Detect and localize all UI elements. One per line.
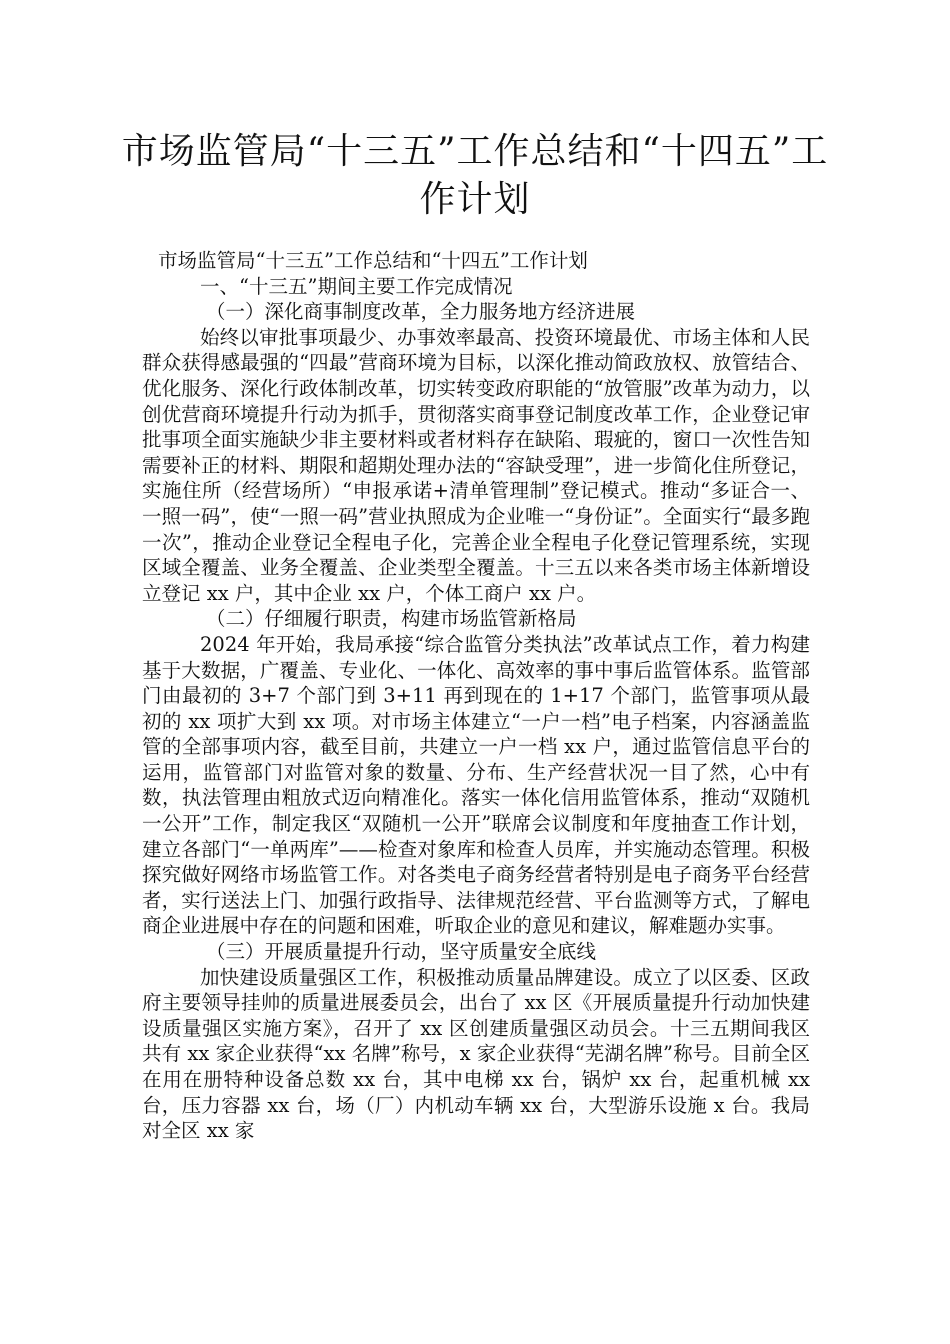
document-content xyxy=(142,248,810,1144)
subsection-heading-3: （三）开展质量提升行动，坚守质量安全底线 xyxy=(206,940,597,964)
subsection-heading-2: （二）仔细履行职责，构建市场监管新格局 xyxy=(206,607,577,631)
document-title: 市场监管局“十三五”工作总结和“十四五”工作计划 xyxy=(121,131,829,220)
subsection-heading-1: （一）深化商事制度改革，全力服务地方经济进展 xyxy=(206,300,636,324)
paragraph-1: 始终以审批事项最少、办事效率最高、投资环境最优、市场主体和人民群众获得感最强的“四最”营商环境为目标，以深化推动简政放权、放管结合、优化服务、深化行政体制改革，切实转变政府职能的“放管服”改革为动力，以创优营商环境提升行动为抓手，贯彻落实商事登记制度改革工作，企业登记审批事项全面实施缺少非主要材料或者材料存在缺陷、瑕疵的，窗口一次性告知需要补正的材料、期限和超期处理办法的“容缺受理”，进一步简化住所登记，实施住所（经营场所）“申报承诺+清单管理制”登记模式。推动“多证合一、一照一码”，使“一照一码”营业执照成为企业唯一“身份证”。全面实行“最多跑一次”，推动企业登记全程电子化，完善企业全程电子化登记管理系统，实现区域全覆盖、业务全覆盖、企业类型全覆盖。十三五以来各类市场主体新增设立登记 xx 户，其中企业 xx 户，个体工商户 xx 户。 xyxy=(142,325,810,605)
section-heading: 一、“十三五”期间主要工作完成情况 xyxy=(200,274,513,298)
paragraph-2: 2024 年开始，我局承接“综合监管分类执法”改革试点工作，着力构建基于大数据，广覆盖、专业化、一体化、高效率的事中事后监管体系。监管部门由最初的 3+7 个部门到 3+11 再到现在的 1+17 个部门，监管事项从最初的 xx 项扩大到 xx 项。对市场主体建立“一户一档”电子档案，内容涵盖监管的全部事项内容，截至目前，共建立一户一档 xx 户，通过监管信息平台的运用，监管部门对监管对象的数量、分布、生产经营状况一目了然，心中有数，执法管理由粗放式迈向精准化。落实一体化信用监管体系，推动“双随机一公开”工作，制定我区“双随机一公开”联席会议制度和年度抽查工作计划，建立各部门“一单两库”——检查对象库和检查人员库，并实施动态管理。积极探究做好网络市场监管工作。对各类电子商务经营者特别是电子商务平台经营者，实行送法上门、加强行政指导、法律规范经营、平台监测等方式，了解电商企业进展中存在的问题和困难，听取企业的意见和建议，解难题办实事。 xyxy=(142,632,810,938)
document-subtitle: 市场监管局“十三五”工作总结和“十四五”工作计划 xyxy=(158,249,588,272)
paragraph-3: 加快建设质量强区工作，积极推动质量品牌建设。成立了以区委、区政府主要领导挂帅的质量进展委员会，出台了 xx 区《开展质量提升行动加快建设质量强区实施方案》，召开了 xx 区创建质量强区动员会。十三五期间我区共有 xx 家企业获得“xx 名牌”称号，x 家企业获得“芜湖名牌”称号。目前全区在用在册特种设备总数 xx 台，其中电梯 xx 台，锅炉 xx 台，起重机械 xx 台，压力容器 xx 台，场（厂）内机动车辆 xx 台，大型游乐设施 x 台。我局对全区 xx 家 xyxy=(142,965,810,1143)
